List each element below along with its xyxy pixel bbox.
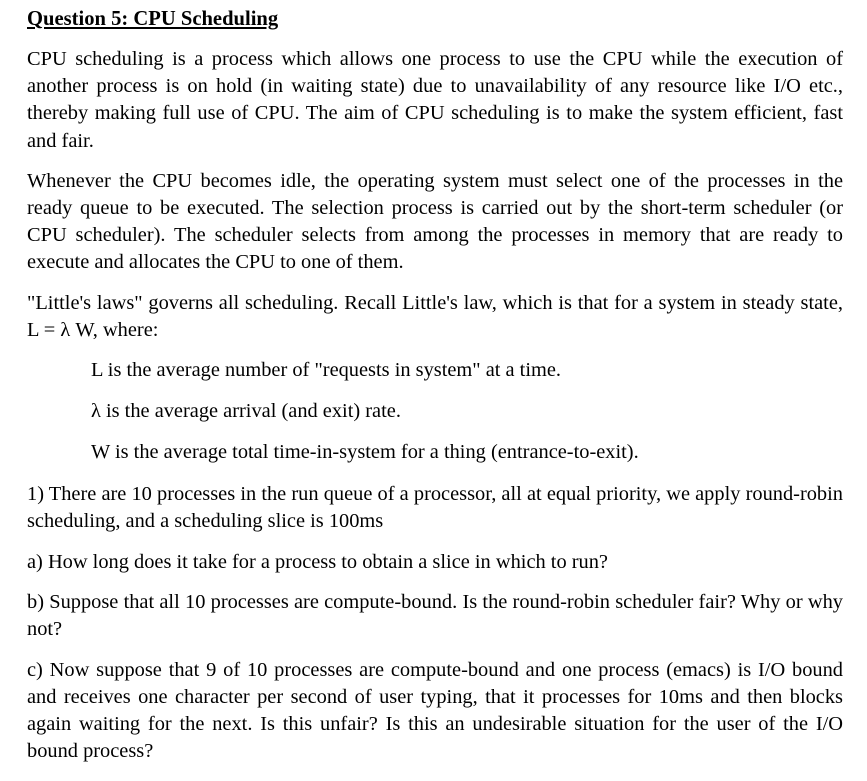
question-1c: c) Now suppose that 9 of 10 processes are compute-bound and one process (emacs) is I/O bound and receives one character per second of user typing, that it processes for 10ms and then blocks again waiting for the next. Is this unfair? Is this an undesirable situation for the user of the I/O bound process? <box>27 658 843 763</box>
definition-lambda: λ is the average arrival (and exit) rate. <box>91 400 401 423</box>
littles-law-paragraph: "Little's laws" governs all scheduling. Recall Little's law, which is that for a system in steady state, L = λ W, where: <box>27 291 843 341</box>
idle-paragraph: Whenever the CPU becomes idle, the operating system must select one of the processes in the ready queue to be executed. The selection process is carried out by the short-term scheduler (or CPU scheduler). The scheduler selects from among the processes in memory that are ready to execute and allocates the CPU to one of them. <box>27 169 843 274</box>
definition-l: L is the average number of "requests in system" at a time. <box>91 359 562 382</box>
definition-w: W is the average total time-in-system for a thing (entrance-to-exit). <box>91 441 639 464</box>
question-1: 1) There are 10 processes in the run queue of a processor, all at equal priority, we apply round-robin scheduling, and a scheduling slice is 100ms <box>27 482 843 532</box>
question-1b: b) Suppose that all 10 processes are compute-bound. Is the round-robin scheduler fair? Why or why not? <box>27 591 843 641</box>
question-1a: a) How long does it take for a process to obtain a slice in which to run? <box>27 551 608 574</box>
question-title: Question 5: CPU Scheduling <box>27 8 279 30</box>
intro-paragraph: CPU scheduling is a process which allows one process to use the CPU while the execution of another process is on hold (in waiting state) due to unavailability of any resource like I/O etc., thereby making full use of CPU. The aim of CPU scheduling is to make the system efficient, fast and fair. <box>27 48 843 152</box>
